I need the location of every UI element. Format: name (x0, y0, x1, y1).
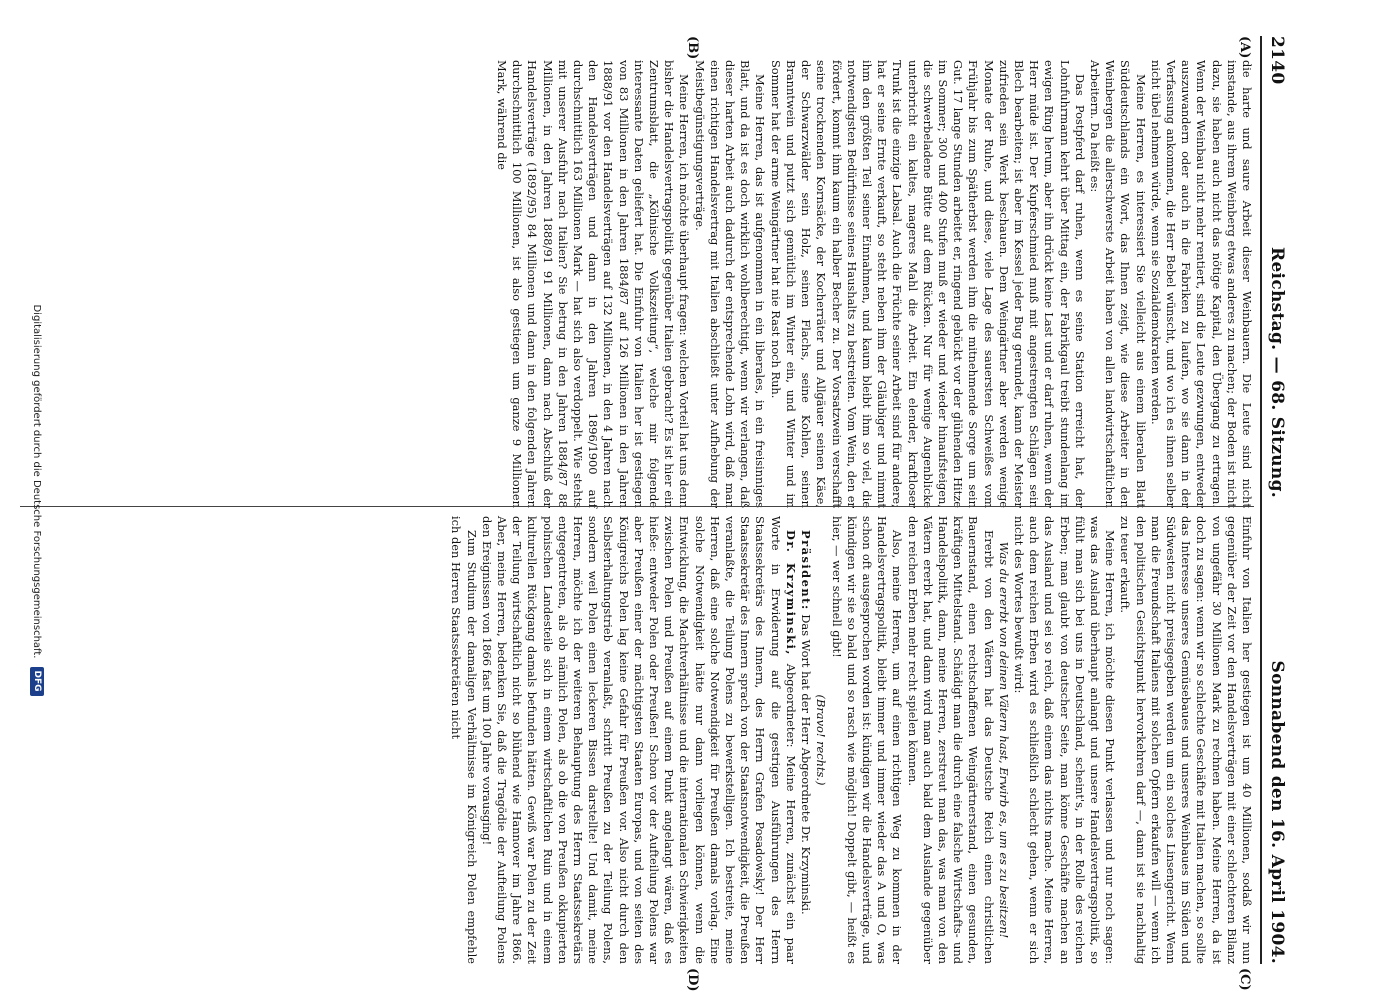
margin-letter-b: (B) (685, 36, 700, 60)
right-paragraph: Also, meine Herren, um auf einen richtigen Weg zu kommen in der Handelsvertragspolitik, bleibt immer und immer wieder das A und O, was schon oft ausgesprochen worden ist: kündigen wir die Handelsverträge, und kündigen wir sie so bald und so rasch wie möglich! Doppelt gibt, — heißt es hier, — wer schnell gibt! (829, 516, 905, 964)
footer-text: Digitalisierung gefördert durch die Deutsche Forschungsgemeinschaft. (31, 304, 43, 659)
left-column (494, 60, 1254, 508)
speech (479, 516, 798, 964)
left-paragraph: die harte und saure Arbeit dieser Weinbauern. Die Leute sind nicht imstande, aus ihrem Weinberg etwas anderes zu machen; der Boden ist nicht dazu, sie haben auch nicht das nötige Kapital, den Übergang zu ertragen. Wenn der Weinbau nicht mehr rentiert, sind die Leute gezwungen, entweder auszuwandern oder auch in die Fabriken zu laufen, wo sie dann in der Verfassung ankommen, die Herr Bebel wünscht, und wo ich es ihnen selber nicht übel nehmen würde, wenn sie Sozialdemokraten werden. (1148, 60, 1254, 508)
president-line (798, 516, 813, 964)
president-text: Das Wort hat der Herr Abgeordnete Dr. Krzyminski. (799, 614, 814, 915)
left-paragraph: Meine Herren, es interessiert Sie vielleicht aus einem liberalen Blatt Süddeutschlands ein Wort, das Ihnen zeigt, wie diese Arbeiter in den Weinbergen die allerschwerste Arbeit haben von allen landwirtschaftlichen Arbeitern. Da heißt es: (1087, 60, 1148, 508)
header-title: Reichstag. — 68. Sitzung. (1267, 247, 1287, 498)
verse-quote: Was du ererbt von deinen Vätern hast, Erwirb es, um es zu besitzen! (996, 541, 1011, 939)
right-column (448, 516, 1254, 964)
margin-letter-a: (A) (1237, 36, 1252, 59)
page-number: 2140 (1267, 36, 1287, 85)
margin-letter-d: (D) (685, 968, 700, 992)
president-label: Präsident: (799, 530, 814, 611)
left-quote: Das Postpferd darf ruhen, wenn es seine Station erreicht hat, der Lohnfuhrmann kehrt über Mittag ein, der Fabrikgaul treibt stundenlang im ewigen Ring herum, aber ihn drückt keine Last und er darf ruhen, wenn der Herr müde ist. Der Kupferschmied muß mit angestrengten Schlägen sein Blech bearbeiten; ist aber im Kessel jeder Bug gerundet, kann der Meister zufrieden sein Werk beschauen. Dem Weingärtner aber werden wenige Monate der Ruhe, und diese, viele Lage des sauersten Schweißes vom Frühjahr bis zum Spätherbst werden ihm die mitnehmende Sorge um sein Gut. 17 lange Stunden arbeitet er, ringend gebückt vor der glühenden Hitze im Sommer; 300 und 400 Stufen muß er wieder und wieder hinaufsteigen, die schwerbeladene Bütte auf dem Rücken. Nur für wenige Augenblicke unterbricht ein kaltes, mageres Mahl die Arbeit. Ein elender, kraftloser Trunk ist die einzige Labsal. Auch die Früchte seiner Arbeit sind für andere; hat er seine Ernte verkauft, so steht neben ihm der Gläubiger und nimmt ihm den größten Teil seiner Einnahmen, und kaum bleibt ihm so viel, die notwendigsten Bedürfnisse seines Haushalts zu bestreiten. Vom Wein, den er fördert, kommt ihm kaum ein halber Becher zu. Der Vorsatzwein verschafft seine trocknenden Kornsäcke, der Kocherräter und Allgäuer seinen Käse, der Schwarzwälder sein Holz, seinen Flachs, seine Kohlen, seinen Branntwein und putzt sich gemütlich im Winter ein, und Winter und im Sommer hat der arme Weingärtner hat nie Rast noch Ruh. (768, 60, 1087, 508)
header-date: Sonnabend den 16. April 1904. (1267, 660, 1287, 964)
right-paragraph: Zum Studium der damaligen Verhältnisse im Königreich Polen empfehle ich den Herren Staatssekretären nicht (449, 516, 479, 964)
speech-text: Abgeordneter: Meine Herren, zunächst ein paar Worte in Erwiderung auf die gestrigen Ausführungen des Herrn Staatssekretärs des Innern, des Herrn Grafen Posadowsky! Der Herr Staatssekretär des Innern sprach von der Staatsnotwendigkeit, die Preußen veranlaßte, die Teilung Polens zu bewerkstelligen. Ich bestreite, meine Herren, daß eine solche Notwendigkeit für Preußen damals vorlag. Eine solche Notwendigkeit hätte nur dann vorliegen können, wenn die Entwicklung, die Machtverhältnisse und die internationalen Schwierigkeiten zwischen Polen und Preußen auf einem Punkt angelangt wären, daß es hieße: entweder Polen oder Preußen! Schon vor der Aufteilung Polens war aber Preußen einer der mächtigsten Staaten Europas, und von seiten des Königreichs Polen lag keine Gefahr für Preußen vor. Also nicht durch den Selbsterhaltungstrieb veranlaßt, schritt Preußen zu der Teilung Polens, sondern weil Polen einen leckeren Bissen darstellte! Und damit, meine Herren, möchte ich der weiteren Behauptung des Herrn Staatssekretärs entgegentreten, als ob nämlich Polen, als ob die von Preußen okkupierten polnischen Landesteile sich in einem wirtschaftlichen Ruin und in einem kulturellen Rückgang damals befunden hätten. Gewiß war Polen zu der Zeit der Teilung wirtschaftlich nicht so blühend wie Hannover im Jahre 1866. Aber, meine Herren, bedenken Sie, daß die Tragödie der Aufteilung Polens den Ereignissen von 1866 fast um 100 Jahre vorausging! (479, 516, 798, 964)
margin-letter-c: (C) (1237, 968, 1252, 991)
right-paragraph: Ererbt von den Vätern hat das Deutsche Reich einen christlichen Bauernstand, einen rechtschaffenen Weingärtnerstand, einen gesunden, kräftigen Mittelstand. Schädigt man die durch eine falsche Wirtschafts- und Handelspolitik, dann, meine Herren, zerstreut man das, was man von den Vätern ererbt hat, und dann wird man auch bald dem Auslande gegenüber den reichen Erben mehr recht spielen können. (905, 516, 996, 964)
header-rule (1260, 36, 1262, 964)
right-paragraph: Meine Herren, ich möchte diesen Punkt verlassen und nur noch sagen: was das Ausland überhaupt anlangt und unsere Handelsvertragspolitik, so fühlt man sich bei uns in Deutschland, scheint's, in der Rolle des reichen Erben; man glaubt von deutscher Seite, man könne Geschäfte machen an das Ausland und sei so reich, daß einem das nichts mache. Meine Herren, auch dem reichen Erben wird es schließlich schlecht gehen, wenn er sich nicht des Wortes bewußt wird: (1011, 516, 1118, 964)
right-paragraph: Einfuhr von Italien her gestiegen ist um 40 Millionen, sodaß wir nun gegenüber der Zeit vor den Handelsverträgen mit einer schlechteren Bilanz von ungefähr 30 Millionen Mark zu rechnen haben. Meine Herren, da ist doch zu sagen: wenn wir so schlechte Geschäfte mit Italien machen, so sollte das Interesse unseres Gemüsebaues und unseres Weinbaues im Süden und Südwesten nicht preisgegeben werden um ein solches Linsengericht. Wenn man die Freundschaft Italiens mit solchen Opfern erkaufen will — wenn ich den politischen Gesichtspunkt hervorkehren darf —, dann ist sie nachhaltig zu teuer erkauft. (1118, 516, 1254, 964)
left-paragraph: Meine Herren, ich möchte überhaupt fragen: welchen Vorteil hat uns denn bisher die Handelsvertragspolitik gegenüber Italien gebracht? Es ist hier ein Zentrumsblatt, die „Kölnische Volkszeitung“, welche mir folgende interessante Daten geliefert hat. Die Einfuhr von Italien her ist gestiegen von 83 Millionen in den Jahren 1884/87 auf 126 Millionen in den Jahren 1888/91 vor den Handelsverträgen auf 132 Millionen, in den 4 Jahren nach den Handelsverträgen und dann in den Jahren 1896/1900 auf durchschnittlich 163 Millionen Mark — hat sich also verdoppelt. Wie stehts mit unserer Ausfuhr nach Italien? Sie betrug in den Jahren 1884/87 88 Millionen, in den Jahren 1888/91 91 Millionen, dann nach Abschluß der Handelsverträge (1892/95) 84 Millionen und dann in den folgenden Jahren durchschnittlich 100 Millionen, ist also gestiegen um ganze 9 Millionen Mark, während die (495, 60, 692, 508)
left-paragraph: Meine Herren, das ist aufgenommen in ein liberales, in ein freisinniges Blatt, und da ist es doch wirklich wohlberechtigt, wenn wir verlangen, daß dieser harten Arbeit auch dadurch der entsprechende Lohn wird, daß man einen richtigen Handelsvertrag mit Italien abschließt unter Aufhebung der Meistbegünstigungsverträge. (692, 60, 768, 508)
applause-note: (Bravo! rechts.) (814, 694, 829, 786)
page-header (1264, 36, 1290, 964)
footer (22, 0, 52, 1000)
column-divider (20, 506, 1254, 507)
speaker-label: Dr. Krzyminski, (783, 530, 798, 656)
dfg-logo: DFG (30, 667, 44, 696)
